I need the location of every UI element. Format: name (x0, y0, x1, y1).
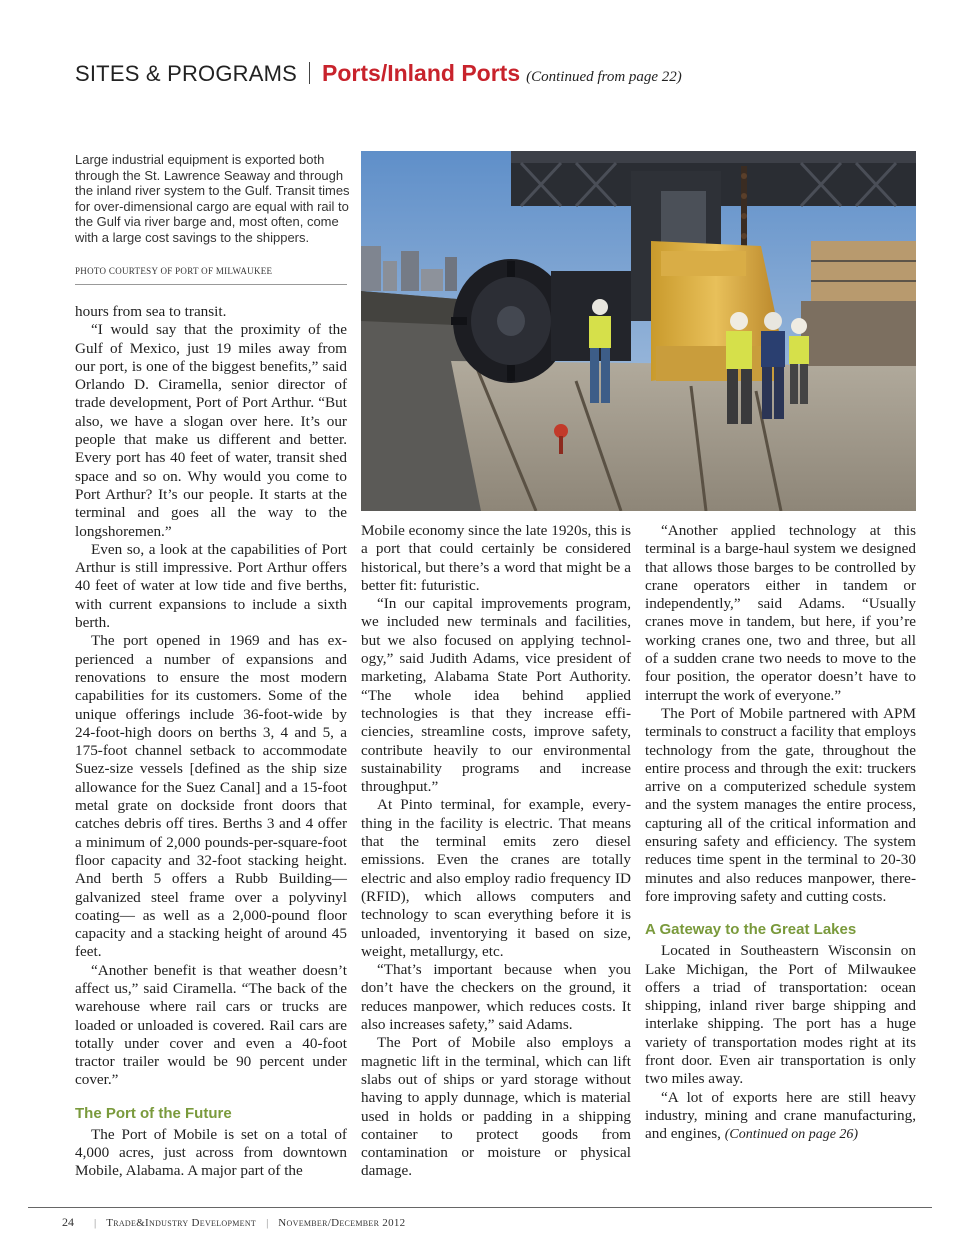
paragraph: Even so, a look at the capabilities of Port Arthur is still impressive. Port Arthur offers 40 feet of water at low tide and five berths, with current expansions to include a sixth berth. (75, 540, 347, 632)
photo-credit: PHOTO COURTESY OF PORT OF MILWAUKEE (75, 266, 273, 276)
paragraph: “In our capital improvements program, we included new terminals and facilities, but we also focused on applying technology,” said Judith Adams, vice president of marketing, Alabama State Port Authority. “The whole idea behind applied technologies is that they increase efficiencies, streamline costs, improve safety, contribute heavily to our environmental sustainability programs and increase throughput.” (361, 595, 631, 796)
article-column-1 (75, 303, 347, 1181)
paragraph: Located in Southeastern Wisconsin on Lake Michigan, the Port of Milwaukee offers a triad of transportation: ocean shipping, inland river barge shipping and interlake shipping. The port has a huge variety of transportation modes right at its front door. Even air transportation is only two miles away. (645, 942, 916, 1088)
subheading-port-of-the-future: The Port of the Future (75, 1104, 232, 1122)
paragraph: The port opened in 1969 and has experienced a number of expansions and renovations to ensure the most modern capabilities for its customers. Some of the unique offerings include 36-foot-wide by 24-foot-high doors on berths 3, 4 and 5, a 175-foot channel setback to accommodate Suez-size vessels [defined as the ship size allowance for the Suez Canal] and a 15-foot metal grate on dockside front doors that catches debris off tires. Berths 3 and 4 offer a minimum of 2,000 pounds-per-square-foot floor capacity and 32-foot stacking height. And berth 5 offers a Rubb Building—galvanized steel frame over a polyvinyl coating— as well as a 2,000-pound floor capacity and a stacking height of around 45 feet. (75, 632, 347, 961)
paragraph: “Another applied technology at this terminal is a barge-haul system we designed that allows those barges to be controlled by crane operators either in tandem or independently,” said Adams. “Usually cranes move in tandem, but here, if you’re working cranes one, two and three, but all of a sudden crane two needs to move to the four position, the operator doesn’t have to interrupt the work of everyone.” (645, 522, 916, 704)
page-header (75, 60, 682, 87)
magazine-name: Trade&Industry Development (106, 1217, 257, 1229)
continued-on: (Continued on page 26) (724, 1127, 859, 1143)
paragraph-text: “A lot of exports here are still heavy industry, mining and crane manufacturing, and engines, (645, 1088, 916, 1143)
caption-divider (75, 284, 347, 285)
paragraph: The Port of Mobile also employs a magnetic lift in the terminal, which can lift slabs out of ships or yard storage without having to apply dunnage, which is material used in holds or padding in a shipping container to protect goods from contamination or moisture or physical damage. (361, 1034, 631, 1180)
paragraph: “Another benefit is that weather doesn’t affect us,” said Ciramella. “The back of the warehouse where rail cars or trucks are loaded or unloaded is covered. Rail cars are totally under cover and even a 40-foot tractor trailer would be 90 percent under cover.” (75, 961, 347, 1089)
header-divider (309, 62, 310, 84)
page-footer (62, 1215, 406, 1230)
paragraph: At Pinto terminal, for example, everything in the facility is electric. That means that the terminal emits zero diesel emissions. Even the cranes are totally electric and also employ radio frequency ID (RFID), which allows computers and technology to scan everything before it is unloaded, inventorying it based on size, weight, metallurgy, etc. (361, 796, 631, 960)
paragraph: “I would say that the proximity of the Gulf of Mexico, just 19 miles away from our port, is one of the biggest benefits,” said Orlando D. Ciramella, senior director of trade development, Port of Port Arthur. “But also, we have a slogan over here. It’s our people that make us different and better. Every port has 40 feet of water, transit shed space and so on. Why would you come to Port Arthur? It’s our people. It starts at the terminal and goes all the way to the longshoremen.” (75, 321, 347, 540)
issue-date: November/December 2012 (278, 1217, 406, 1229)
article-title: Ports/Inland Ports (322, 60, 521, 86)
paragraph: Mobile economy since the late 1920s, this is a port that could certainly be considered historical, but there’s a word that might be a better fit: futuristic. (361, 522, 631, 594)
paragraph: “That’s important because when you don’t have the checkers on the ground, it reduces manpower, which reduces costs. It also increases safety,” said Adams. (361, 961, 631, 1034)
paragraph (645, 1089, 916, 1145)
continued-from: (Continued from page 22) (526, 69, 682, 85)
subheading-gateway-great-lakes: A Gateway to the Great Lakes (645, 921, 857, 939)
page-number: 24 (62, 1215, 74, 1229)
footer-divider: | (94, 1217, 97, 1229)
port-crane-photo (361, 151, 916, 511)
photo-caption: Large industrial equipment is exported both through the St. Lawrence Seaway and through the inland river system to the Gulf. Transit times for over-dimensional cargo are equal with rail to the Gulf via river barge and, most often, come with a large cost savings to the shippers. (75, 152, 350, 245)
footer-divider: | (266, 1217, 269, 1229)
paragraph: The Port of Mobile is set on a total of 4,000 acres, just across from downtown Mobile, Alabama. A major part of the (75, 1125, 347, 1180)
article-column-3 (645, 522, 916, 1145)
footer-rule (28, 1207, 932, 1208)
paragraph: The Port of Mobile partnered with APM terminals to construct a facility that employs technology from the gate, throughout the entire process and through the exit: truckers arrive on a computerized schedule system and the system manages the entire process, capturing all of the critical information and ensuring safety and efficiency. The system reduces time spent in the terminal to 20-30 minutes and also reduces manpower, therefore improving safety and cutting costs. (645, 704, 916, 905)
section-label: SITES & PROGRAMS (75, 61, 298, 86)
paragraph: hours from sea to transit. (75, 303, 227, 320)
article-column-2 (361, 522, 631, 1181)
